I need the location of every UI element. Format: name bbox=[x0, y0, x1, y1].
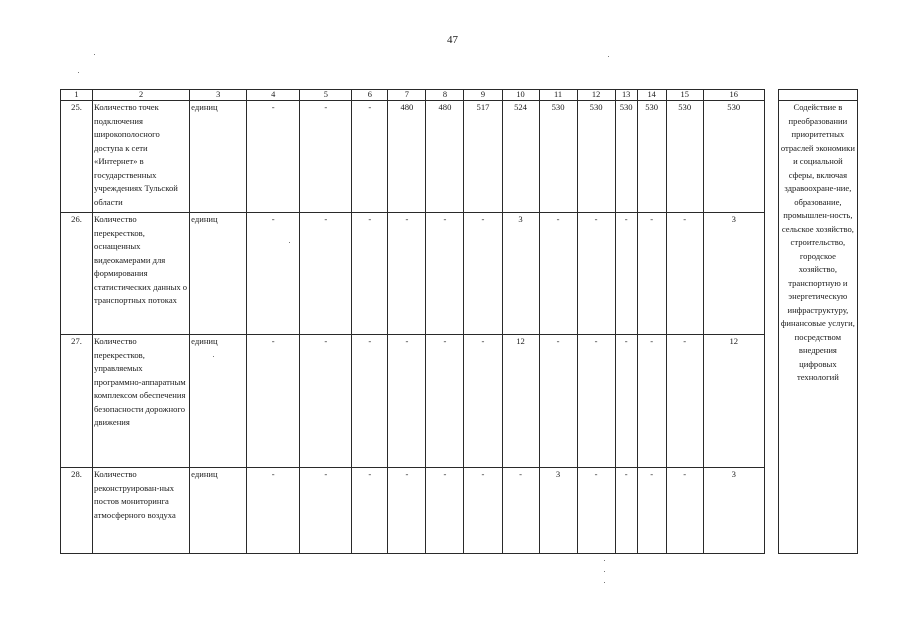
value-cell: - bbox=[247, 335, 300, 468]
value-cell: - bbox=[577, 335, 615, 468]
row-number: 25. bbox=[61, 101, 93, 213]
header-cell: 2 bbox=[93, 90, 190, 101]
value-cell: - bbox=[388, 468, 426, 554]
column-gap bbox=[764, 468, 778, 554]
row-number: 26. bbox=[61, 213, 93, 335]
scan-speck bbox=[94, 54, 95, 55]
value-cell: - bbox=[247, 468, 300, 554]
header-cell: 1 bbox=[61, 90, 93, 101]
value-cell: - bbox=[464, 335, 502, 468]
value-cell: 530 bbox=[539, 101, 577, 213]
indicator-table bbox=[60, 89, 858, 554]
column-gap bbox=[764, 335, 778, 468]
header-cell: 16 bbox=[703, 90, 764, 101]
header-cell: 8 bbox=[426, 90, 464, 101]
value-cell: 3 bbox=[502, 213, 539, 335]
indicator-name: Количество перекрестков, оснащенных видеокамерами для формирования статистических данных о транспортных потоках bbox=[93, 213, 190, 335]
header-cell: 15 bbox=[666, 90, 703, 101]
value-cell: - bbox=[300, 101, 352, 213]
table-header-row bbox=[61, 90, 858, 101]
value-cell: - bbox=[247, 213, 300, 335]
value-cell: 3 bbox=[539, 468, 577, 554]
header-cell: 3 bbox=[190, 90, 247, 101]
header-cell: 4 bbox=[247, 90, 300, 101]
value-cell: - bbox=[352, 101, 388, 213]
header-cell: 10 bbox=[502, 90, 539, 101]
value-cell: - bbox=[426, 213, 464, 335]
scan-speck bbox=[604, 560, 605, 561]
value-cell: - bbox=[666, 213, 703, 335]
value-cell: 524 bbox=[502, 101, 539, 213]
table-row bbox=[61, 101, 858, 213]
value-cell: 530 bbox=[703, 101, 764, 213]
value-cell: 12 bbox=[502, 335, 539, 468]
header-cell: 5 bbox=[300, 90, 352, 101]
unit-cell: единиц bbox=[190, 468, 247, 554]
value-cell: 517 bbox=[464, 101, 502, 213]
header-cell: 6 bbox=[352, 90, 388, 101]
value-cell: - bbox=[577, 468, 615, 554]
value-cell: 530 bbox=[666, 101, 703, 213]
value-cell: - bbox=[666, 335, 703, 468]
value-cell: 3 bbox=[703, 468, 764, 554]
unit-cell: единиц bbox=[190, 101, 247, 213]
value-cell: - bbox=[352, 213, 388, 335]
table-row bbox=[61, 335, 858, 468]
table-row bbox=[61, 213, 858, 335]
unit-cell: единиц bbox=[190, 213, 247, 335]
page-number: 47 bbox=[447, 34, 458, 46]
value-cell: - bbox=[352, 335, 388, 468]
value-cell: - bbox=[637, 335, 666, 468]
value-cell: 530 bbox=[637, 101, 666, 213]
value-cell: - bbox=[539, 335, 577, 468]
indicator-name: Количество точек подключения широкополосного доступа к сети «Интернет» в государственных учреждениях Тульской области bbox=[93, 101, 190, 213]
value-cell: - bbox=[615, 213, 637, 335]
value-cell: - bbox=[300, 335, 352, 468]
header-cell: 13 bbox=[615, 90, 637, 101]
value-cell: 480 bbox=[388, 101, 426, 213]
value-cell: - bbox=[464, 468, 502, 554]
value-cell: - bbox=[388, 213, 426, 335]
value-cell: - bbox=[539, 213, 577, 335]
header-cell: 11 bbox=[539, 90, 577, 101]
value-cell: - bbox=[666, 468, 703, 554]
value-cell: - bbox=[502, 468, 539, 554]
purpose-cell: Содействие в преобразовании приоритетных отраслей экономики и социальной сферы, включая здравоохране-ние, образование, промышлен-ность, сельское хозяйство, строительство, городское хозяйство, транспортную и энергетическую инфраструктуру, финансовые услуги, посредством внедрения цифровых технологий bbox=[778, 101, 857, 554]
unit-cell: единиц bbox=[190, 335, 247, 468]
value-cell: - bbox=[637, 213, 666, 335]
value-cell: 3 bbox=[703, 213, 764, 335]
scan-speck bbox=[78, 72, 79, 73]
value-cell: - bbox=[615, 468, 637, 554]
row-number: 28. bbox=[61, 468, 93, 554]
indicator-name: Количество реконструирован-ных постов мониторинга атмосферного воздуха bbox=[93, 468, 190, 554]
header-cell: 14 bbox=[637, 90, 666, 101]
value-cell: 530 bbox=[615, 101, 637, 213]
value-cell: - bbox=[247, 101, 300, 213]
value-cell: - bbox=[615, 335, 637, 468]
value-cell: - bbox=[426, 468, 464, 554]
header-cell: 9 bbox=[464, 90, 502, 101]
scan-speck bbox=[608, 56, 609, 57]
value-cell: - bbox=[426, 335, 464, 468]
column-gap bbox=[764, 90, 778, 101]
value-cell: - bbox=[577, 213, 615, 335]
value-cell: 530 bbox=[577, 101, 615, 213]
row-number: 27. bbox=[61, 335, 93, 468]
table-row bbox=[61, 468, 858, 554]
column-gap bbox=[764, 101, 778, 213]
indicator-name: Количество перекрестков, управляемых программно-аппаратным комплексом обеспечения безопасности дорожного движения bbox=[93, 335, 190, 468]
header-cell: 7 bbox=[388, 90, 426, 101]
value-cell: 480 bbox=[426, 101, 464, 213]
header-cell bbox=[778, 90, 857, 101]
value-cell: - bbox=[352, 468, 388, 554]
value-cell: - bbox=[464, 213, 502, 335]
value-cell: - bbox=[300, 468, 352, 554]
value-cell: - bbox=[388, 335, 426, 468]
value-cell: - bbox=[300, 213, 352, 335]
value-cell: - bbox=[637, 468, 666, 554]
scan-speck bbox=[604, 571, 605, 572]
column-gap bbox=[764, 213, 778, 335]
value-cell: 12 bbox=[703, 335, 764, 468]
header-cell: 12 bbox=[577, 90, 615, 101]
scan-speck bbox=[604, 582, 605, 583]
